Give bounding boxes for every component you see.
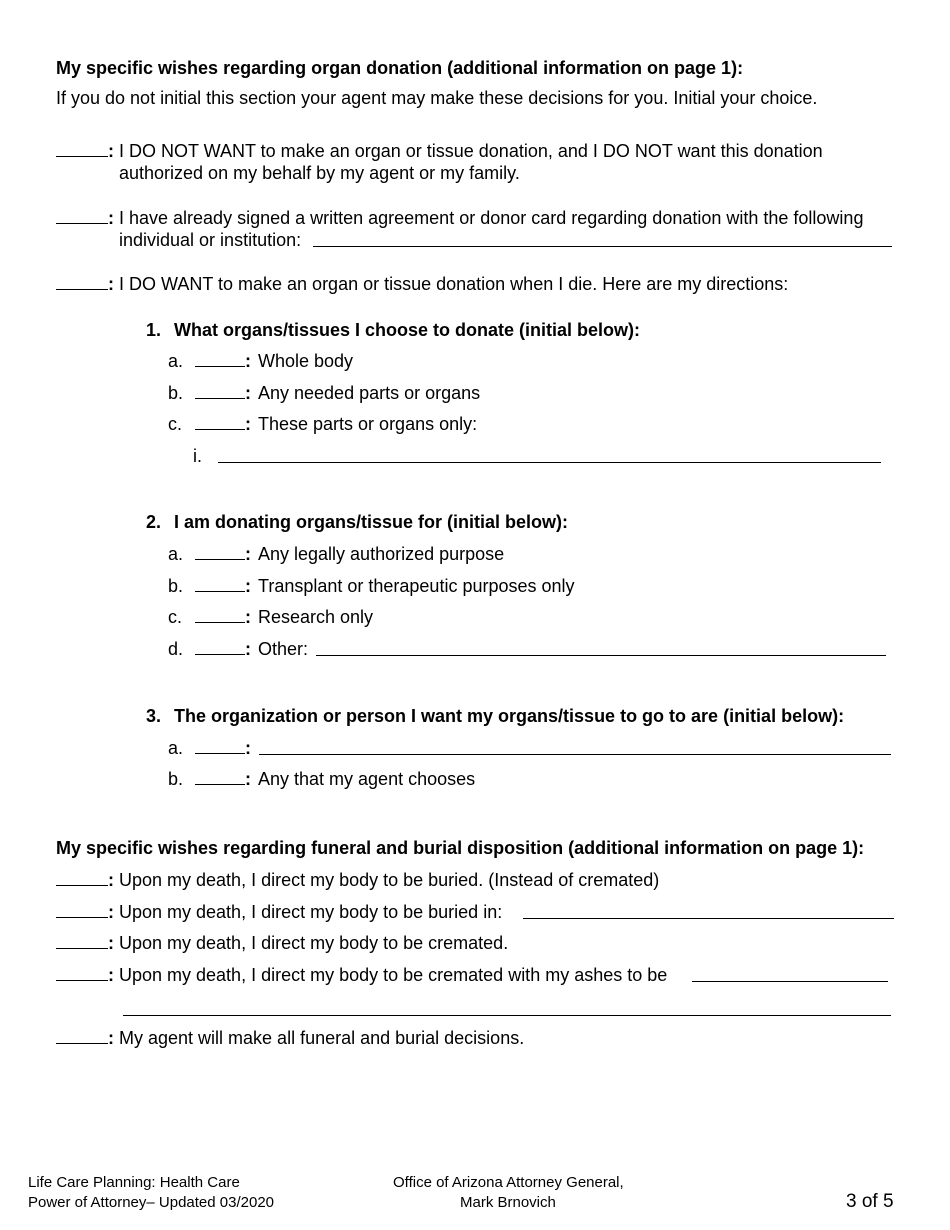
funeral-initial-2[interactable]: : (56, 901, 114, 923)
q2-a-initial[interactable]: : (195, 543, 251, 565)
q3-a-letter: a. (168, 738, 184, 758)
organization-fill-line[interactable] (259, 754, 891, 755)
q3-b-initial[interactable]: : (195, 768, 251, 790)
page-number: 3 of 5 (846, 1191, 894, 1212)
q2-title: I am donating organs/tissue for (initial below): (174, 512, 569, 532)
burial-place-fill-line[interactable] (523, 918, 894, 919)
opt-no-line1: I DO NOT WANT to make an organ or tissue donation, and I DO NOT want this donation (119, 141, 823, 161)
funeral-heading: My specific wishes regarding funeral and burial disposition (additional information on page 1): (56, 838, 865, 858)
q2-c-text: Research only (258, 607, 374, 627)
q2-d-text: Other: (258, 639, 309, 659)
q1-a-initial[interactable]: : (195, 350, 251, 372)
initial-blank[interactable] (56, 274, 108, 290)
q1-a-text: Whole body (258, 351, 354, 371)
q1-c-letter: c. (168, 414, 183, 434)
q2-b-letter: b. (168, 576, 184, 596)
funeral-opt-buried-in: Upon my death, I direct my body to be buried in: (119, 902, 503, 922)
opt-signed-line2: individual or institution: (119, 230, 302, 250)
q1-b-letter: b. (168, 383, 184, 403)
parts-fill-line[interactable] (218, 462, 881, 463)
funeral-initial-4[interactable]: : (56, 964, 114, 986)
footer-left-line2: Power of Attorney– Updated 03/2020 (28, 1194, 275, 1211)
q2-b-initial[interactable]: : (195, 575, 251, 597)
q3-number: 3. (146, 706, 162, 726)
initial-do-not-want[interactable]: : (56, 140, 114, 162)
initial-blank[interactable] (56, 141, 108, 157)
q2-d-initial[interactable]: : (195, 638, 251, 660)
q3-b-text: Any that my agent chooses (258, 769, 476, 789)
initial-signed[interactable]: : (56, 207, 114, 229)
q2-number: 2. (146, 512, 162, 532)
footer-center-line2: Mark Brnovich (460, 1194, 556, 1211)
q1-title: What organs/tissues I choose to donate (initial below): (174, 320, 641, 340)
institution-fill-line[interactable] (313, 246, 892, 247)
footer-left-line1: Life Care Planning: Health Care (28, 1174, 240, 1191)
ashes-fill-line-2[interactable] (123, 1015, 891, 1016)
footer-center-line1: Office of Arizona Attorney General, (393, 1174, 624, 1191)
q1-c-text: These parts or organs only: (258, 414, 478, 434)
q1-b-text: Any needed parts or organs (258, 383, 481, 403)
q2-a-letter: a. (168, 544, 184, 564)
funeral-opt-cremated: Upon my death, I direct my body to be cremated. (119, 933, 509, 953)
funeral-opt-ashes: Upon my death, I direct my body to be cremated with my ashes to be (119, 965, 668, 985)
initial-do-want[interactable]: : (56, 273, 114, 295)
q2-c-initial[interactable]: : (195, 606, 251, 628)
ashes-fill-line[interactable] (692, 981, 888, 982)
q3-title: The organization or person I want my organs/tissue to go to are (initial below): (174, 706, 845, 726)
funeral-initial-1[interactable]: : (56, 869, 114, 891)
opt-no-line2: authorized on my behalf by my agent or my family. (119, 163, 520, 183)
funeral-opt-buried: Upon my death, I direct my body to be buried. (Instead of cremated) (119, 870, 660, 890)
q1-c-initial[interactable]: : (195, 413, 251, 435)
q1-a-letter: a. (168, 351, 184, 371)
q2-c-letter: c. (168, 607, 183, 627)
q1-sub-i-label: i. (193, 446, 202, 466)
initial-blank[interactable] (56, 208, 108, 224)
opt-yes: I DO WANT to make an organ or tissue donation when I die. Here are my directions: (119, 274, 789, 294)
q1-number: 1. (146, 320, 162, 340)
q1-b-initial[interactable]: : (195, 382, 251, 404)
opt-signed-line1: I have already signed a written agreement or donor card regarding donation with the following (119, 208, 864, 228)
other-fill-line[interactable] (316, 655, 886, 656)
funeral-initial-3[interactable]: : (56, 932, 114, 954)
funeral-initial-5[interactable]: : (56, 1027, 114, 1049)
organ-heading: My specific wishes regarding organ donation (additional information on page 1): (56, 58, 744, 78)
q3-a-initial[interactable]: : (195, 737, 251, 759)
q2-d-letter: d. (168, 639, 184, 659)
q2-a-text: Any legally authorized purpose (258, 544, 505, 564)
organ-intro: If you do not initial this section your agent may make these decisions for you. Initial your choice. (56, 88, 818, 108)
q3-b-letter: b. (168, 769, 184, 789)
q2-b-text: Transplant or therapeutic purposes only (258, 576, 575, 596)
funeral-opt-agent: My agent will make all funeral and burial decisions. (119, 1028, 525, 1048)
